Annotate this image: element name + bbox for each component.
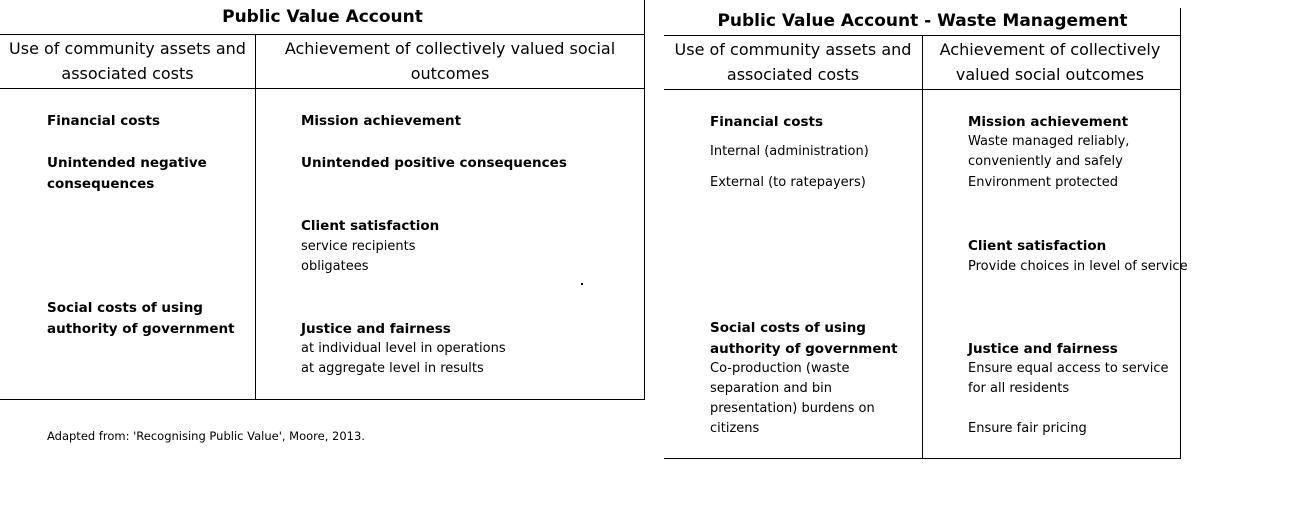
left-column-divider	[255, 35, 256, 400]
left-title-divider	[0, 34, 645, 35]
right-social-costs: Social costs of using authority of government	[710, 320, 898, 357]
right-justice-fairness: Justice and fairness	[968, 341, 1118, 357]
right-mission-detail: Environment protected	[968, 175, 1118, 190]
right-column-divider	[922, 36, 923, 459]
left-client-satisfaction: Client satisfaction	[301, 218, 440, 234]
right-justice-detail: Ensure equal access to service for all residents	[968, 361, 1169, 396]
left-financial-costs: Financial costs	[47, 113, 161, 129]
left-unintended-negative: Unintended negative consequences	[47, 155, 207, 192]
right-col2-header: Achievement of collectively valued social outcomes	[939, 40, 1161, 84]
left-col2-header: Achievement of collectively valued social outcomes	[284, 39, 616, 83]
left-justice-fairness: Justice and fairness	[301, 321, 451, 337]
right-financial-item: External (to ratepayers)	[710, 175, 866, 190]
right-client-detail: Provide choices in level of service	[968, 259, 1188, 274]
left-header-divider	[0, 88, 645, 89]
left-col1-header: Use of community assets and associated costs	[9, 39, 246, 83]
right-mission-achievement: Mission achievement	[968, 114, 1129, 130]
left-unintended-positive: Unintended positive consequences	[301, 155, 567, 171]
right-col1-header: Use of community assets and associated costs	[674, 40, 912, 84]
left-bottom-border	[0, 399, 645, 400]
right-right-border	[1180, 8, 1181, 459]
right-financial-item: Internal (administration)	[710, 144, 869, 159]
left-title: Public Value Account	[222, 7, 423, 27]
right-client-satisfaction: Client satisfaction	[968, 238, 1107, 254]
right-bottom-border	[664, 458, 1181, 459]
right-justice-detail: Ensure fair pricing	[968, 421, 1087, 436]
left-justice-item: at individual level in operations	[301, 341, 506, 356]
stray-dot	[581, 283, 583, 285]
right-mission-detail: Waste managed reliably, conveniently and safely	[968, 134, 1130, 169]
left-justice-item: at aggregate level in results	[301, 361, 484, 376]
left-social-costs: Social costs of using authority of government	[47, 300, 235, 337]
right-social-detail: Co-production (waste separation and bin presentation) burdens on citizens	[710, 361, 875, 436]
right-financial-costs: Financial costs	[710, 114, 824, 130]
left-client-item: service recipients	[301, 239, 416, 254]
left-client-item: obligatees	[301, 259, 369, 274]
right-title: Public Value Account - Waste Management	[717, 11, 1128, 31]
left-footnote: Adapted from: 'Recognising Public Value', Moore, 2013.	[47, 429, 365, 443]
left-mission-achievement: Mission achievement	[301, 113, 462, 129]
left-right-border	[644, 0, 645, 400]
